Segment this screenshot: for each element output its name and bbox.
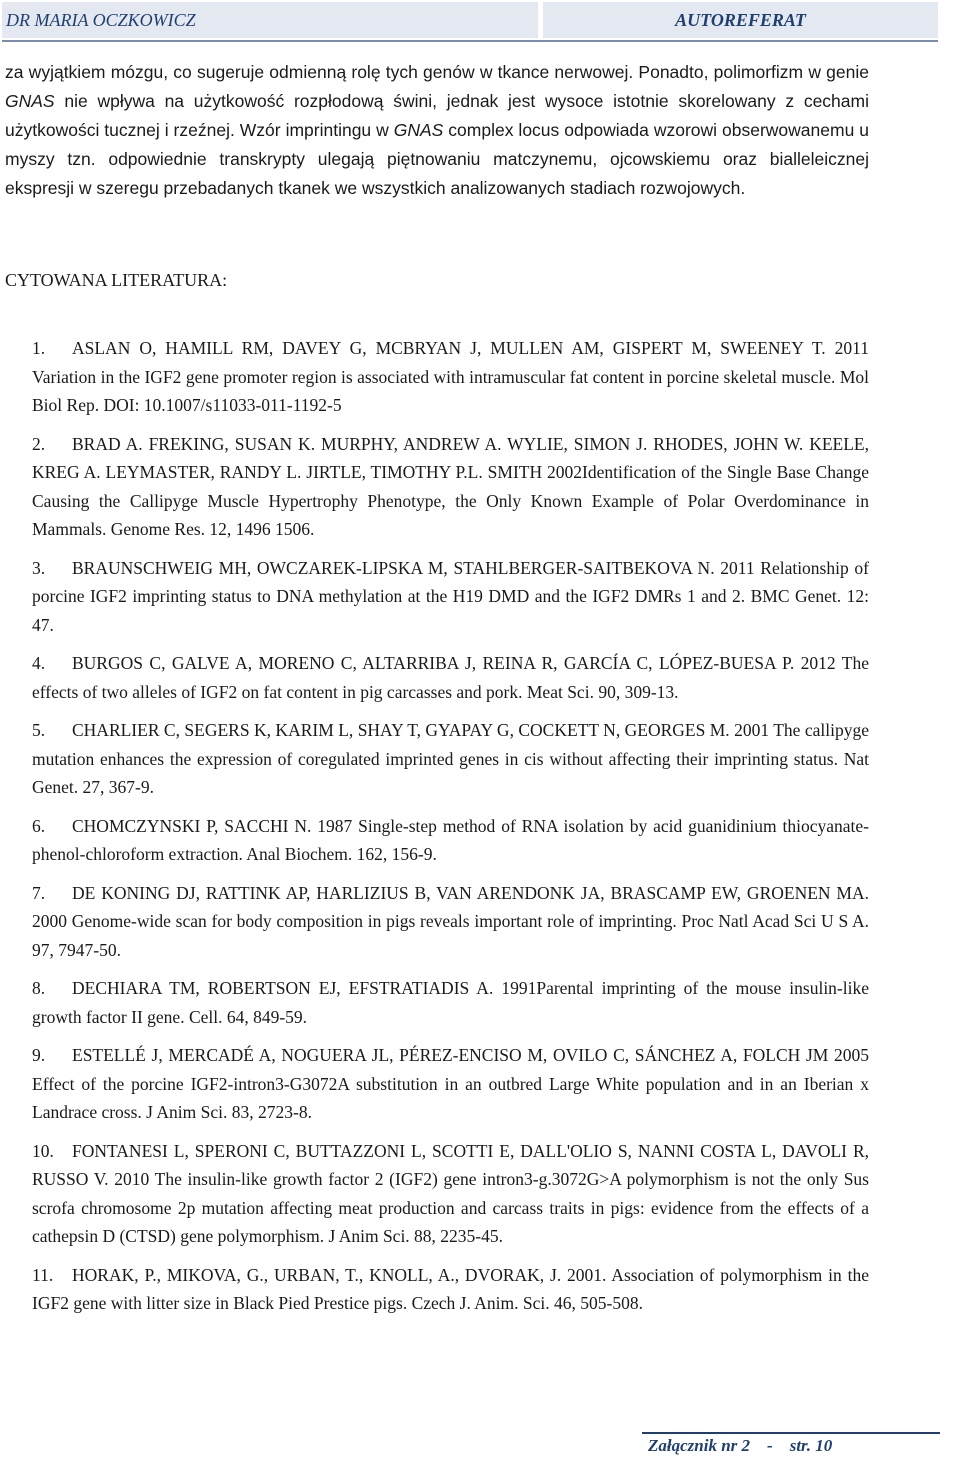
reference-list [32,334,869,1328]
reference-text: BRAUNSCHWEIG MH, OWCZAREK-LIPSKA M, STAHLBERGER-SAITBEKOVA N. 2011 Relationship of porcine IGF2 imprinting status to DNA methylation at the H19 DMD and the IGF2 DMRs 1 and 2. BMC Genet. 12: 47. [32,557,869,635]
reference-item [32,812,869,869]
page-header [0,0,960,44]
reference-number: 8. [32,978,46,998]
gene-name: GNAS [5,91,55,111]
reference-number: 2. [32,433,46,454]
reference-number: 1. [32,338,46,358]
intro-paragraph [5,58,869,203]
reference-item [32,649,869,706]
reference-number: 3. [32,557,46,578]
reference-item [32,1041,869,1127]
reference-item [32,1261,869,1318]
reference-item [32,1137,869,1251]
header-rule [2,40,938,42]
footer-page-number: str. 10 [789,1436,833,1455]
reference-text: HORAK, P., MIKOVA, G., URBAN, T., KNOLL, A., DVORAK, J. 2001. Association of polymorphism in the IGF2 gene with litter size in Black Pied Prestice pigs. Czech J. Anim. Sci. 46, 505-508. [32,1264,869,1313]
reference-item [32,430,869,544]
reference-text: ESTELLÉ J, MERCADÉ A, NOGUERA JL, PÉREZ-ENCISO M, OVILO C, SÁNCHEZ A, FOLCH JM 2005 Effect of the porcine IGF2-intron3-G3072A substitution in an outbred Large White population and in an Iberian x Landrace cross. J Anim Sci. 83, 2723-8. [32,1045,869,1122]
gene-name: GNAS [393,120,444,140]
reference-text: DE KONING DJ, RATTINK AP, HARLIZIUS B, VAN ARENDONK JA, BRASCAMP EW, GROENEN MA. 2000 Genome-wide scan for body composition in pigs reveals important role of imprinting. Proc Natl Acad Sci U S A. 97, 7947-50. [32,882,869,960]
reference-text: DECHIARA TM, ROBERTSON EJ, EFSTRATIADIS A. 1991Parental imprinting of the mouse insulin-like growth factor II gene. Cell. 64, 849-59. [32,978,869,1027]
header-author: DR MARIA OCZKOWICZ [2,2,538,38]
reference-number: 11. [32,1264,54,1285]
page-footer [642,1432,940,1456]
reference-text: FONTANESI L, SPERONI C, BUTTAZZONI L, SCOTTI E, DALL'OLIO S, NANNI COSTA L, DAVOLI R, RUSSO V. 2010 The insulin-like growth factor 2 (IGF2) gene intron3-g.3072G>A polymorphism is not the only Sus scrofa chromosome 2p mutation affecting meat production and carcass traits in pigs: evidence from the effects of a cathepsin D (CTSD) gene polymorphism. J Anim Sci. 88, 2235-45. [32,1140,869,1246]
footer-text [648,1436,832,1456]
header-doc-type: AUTOREFERAT [543,2,938,38]
reference-number: 10. [32,1140,54,1161]
reference-item [32,554,869,640]
reference-text: CHOMCZYNSKI P, SACCHI N. 1987 Single-step method of RNA isolation by acid guanidinium thiocyanate-phenol-chloroform extraction. Anal Biochem. 162, 156-9. [32,815,869,864]
reference-item [32,716,869,802]
reference-number: 4. [32,653,46,673]
reference-text: BURGOS C, GALVE A, MORENO C, ALTARRIBA J, REINA R, GARCÍA C, LÓPEZ-BUESA P. 2012 The effects of two alleles of IGF2 on fat content in pig carcasses and pork. Meat Sci. 90, 309-13. [32,653,869,702]
intro-text-3: complex locus odpowiada wzorowi obserwowanemu u myszy tzn. odpowiednie transkrypty ulegają piętnowaniu matczynemu, ojcowskiemu oraz bialleleicznej ekspresji w szeregu przebadanych tkanek we wszystkich analizowanych stadiach rozwojowych. [5,120,870,198]
footer-attachment: Załącznik nr 2 [648,1436,751,1455]
reference-text: ASLAN O, HAMILL RM, DAVEY G, MCBRYAN J, MULLEN AM, GISPERT M, SWEENEY T. 2011 Variation in the IGF2 gene promoter region is associated with intramuscular fat content in porcine skeletal muscle. Mol Biol Rep. DOI: 10.1007/s11033-011-1192-5 [32,338,869,415]
reference-number: 7. [32,882,46,903]
intro-text-1: za wyjątkiem mózgu, co sugeruje odmienną rolę tych genów w tkance nerwowej. Ponadto, polimorfizm w genie [5,62,869,82]
reference-text: CHARLIER C, SEGERS K, KARIM L, SHAY T, GYAPAY G, COCKETT N, GEORGES M. 2001 The callipyge mutation enhances the expression of coregulated imprinted genes in cis without affecting their imprinting status. Nat Genet. 27, 367-9. [32,720,869,797]
footer-separator: - [767,1436,773,1455]
section-title: CYTOWANA LITERATURA: [5,270,228,290]
reference-item [32,334,869,420]
reference-text: BRAD A. FREKING, SUSAN K. MURPHY, ANDREW A. WYLIE, SIMON J. RHODES, JOHN W. KEELE, KREG A. LEYMASTER, RANDY L. JIRTLE, TIMOTHY P.L. SMITH 2002Identification of the Single Base Change Causing the Callipyge Muscle Hypertrophy Phenotype, the Only Known Example of Polar Overdominance in Mammals. Genome Res. 12, 1496 1506. [32,433,869,539]
reference-number: 9. [32,1045,46,1065]
intro-text-2: nie wpływa na użytkowość rozpłodową świni, jednak jest wysoce istotnie skorelowany z cechami użytkowości tucznej i rzeźnej. Wzór imprintingu w [5,91,869,140]
reference-number: 5. [32,720,46,740]
reference-item [32,974,869,1031]
reference-item [32,879,869,965]
reference-number: 6. [32,815,46,836]
